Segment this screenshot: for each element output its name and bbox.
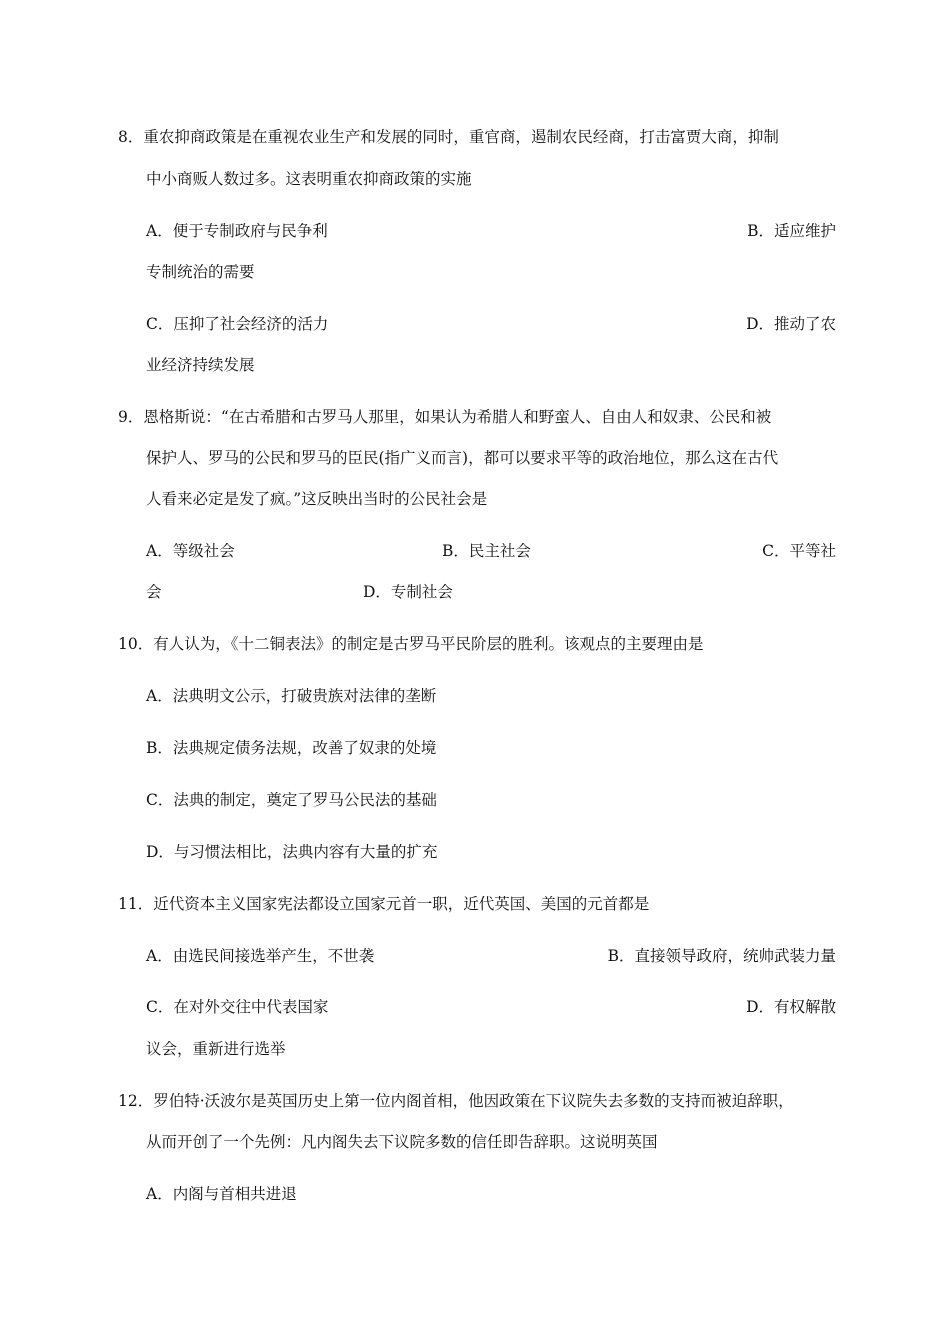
- q10-option-a: A．法典明文公示，打破贵族对法律的垄断: [146, 687, 437, 705]
- q11-option-d-continued: 议会，重新进行选举: [146, 1040, 286, 1058]
- q9-option-c: C．平等社: [762, 542, 836, 560]
- q8-option-b: B．适应维护: [747, 222, 836, 240]
- q9-stem-line-1: 9．恩格斯说：“在古希腊和古罗马人那里，如果认为希腊人和野蛮人、自由人和奴隶、公民和被: [118, 408, 772, 426]
- q10-option-d: D．与习惯法相比，法典内容有大量的扩充: [146, 843, 438, 861]
- q8-stem-line-2: 中小商贩人数过多。这表明重农抑商政策的实施: [146, 170, 472, 188]
- q8-stem-line-1: 8．重农抑商政策是在重视农业生产和发展的同时，重官商，遏制农民经商，打击富贾大商，抑制: [118, 128, 779, 146]
- q10-stem-line-1: 10．有人认为，《十二铜表法》的制定是古罗马平民阶层的胜利。该观点的主要理由是: [118, 635, 704, 653]
- q8-option-d-continued: 业经济持续发展: [146, 356, 255, 374]
- q10-option-b: B．法典规定债务法规，改善了奴隶的处境: [146, 739, 437, 757]
- q12-option-a: A．内阁与首相共进退: [146, 1185, 297, 1203]
- q8-option-d: D．推动了农: [746, 315, 836, 333]
- q10-option-c: C．法典的制定，奠定了罗马公民法的基础: [146, 791, 437, 809]
- q9-option-c-continued: 会: [146, 583, 162, 601]
- q12-stem-line-2: 从而开创了一个先例：凡内阁失去下议院多数的信任即告辞职。这说明英国: [146, 1133, 658, 1151]
- q9-option-d: D．专制社会: [363, 583, 453, 601]
- q8-option-a: A．便于专制政府与民争利: [146, 222, 328, 240]
- q9-stem-line-3: 人看来必定是发了疯。”这反映出当时的公民社会是: [146, 490, 488, 508]
- q11-option-c: C．在对外交往中代表国家: [146, 998, 329, 1016]
- q11-option-a: A．由选民间接选举产生，不世袭: [146, 947, 375, 965]
- q9-stem-line-2: 保护人、罗马的公民和罗马的臣民(指广义而言)，都可以要求平等的政治地位，那么这在古代: [146, 449, 779, 467]
- q11-stem-line-1: 11．近代资本主义国家宪法都设立国家元首一职，近代英国、美国的元首都是: [118, 895, 650, 913]
- q12-stem-line-1: 12．罗伯特·沃波尔是英国历史上第一位内阁首相，他因政策在下议院失去多数的支持而被迫辞职，: [118, 1092, 794, 1110]
- q8-option-b-continued: 专制统治的需要: [146, 263, 255, 281]
- q8-option-c: C．压抑了社会经济的活力: [146, 315, 329, 333]
- q9-option-a: A．等级社会: [146, 542, 235, 560]
- q11-option-b: B．直接领导政府，统帅武装力量: [607, 947, 836, 965]
- q9-option-b: B．民主社会: [442, 542, 531, 560]
- q11-option-d: D．有权解散: [746, 998, 836, 1016]
